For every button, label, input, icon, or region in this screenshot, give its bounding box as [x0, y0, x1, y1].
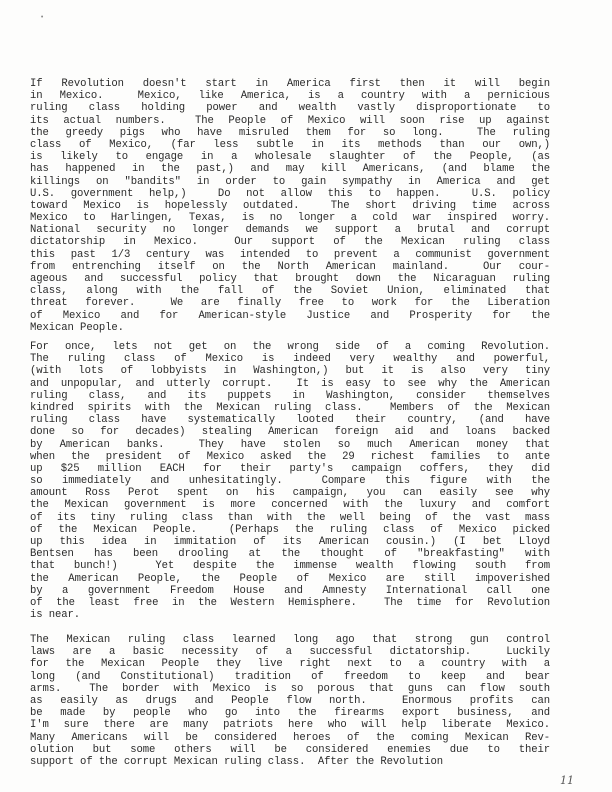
text-line: by a government Freedom House and Amnesty International call one	[30, 584, 550, 597]
text-line: toward Mexico is hopelessly outdated. The short driving time across	[30, 199, 550, 212]
handwritten-page-mark: 11	[560, 774, 574, 787]
text-line: For once, lets not get on the wrong side of a coming Revolution.	[30, 341, 550, 353]
text-line: U.S. government help,) Do not allow this to happen. U.S. policy	[30, 187, 550, 200]
text-line: up this idea in immitation of its American cousin.) (I bet Lloyd	[30, 536, 550, 548]
text-line: the Mexican government is more concerned with the luxury and comfort	[30, 499, 550, 512]
text-line: when the president of Mexico asked the 29 richest families to ante	[30, 450, 550, 463]
text-line: the American People, the People of Mexico are still impoverished	[30, 572, 550, 585]
text-line: laws are a basic necessity of a successful dictatorship. Luckily	[30, 646, 550, 659]
text-line: dictatorship in Mexico. Our support of the Mexican ruling class	[30, 236, 550, 249]
text-line: is near.	[30, 609, 81, 622]
paragraph-1	[30, 78, 550, 334]
text-line: class of Mexico, (far less subtle in its methods than our own,)	[30, 138, 550, 151]
text-line: of its tiny ruling class than with the well being of the vast mass	[30, 511, 550, 524]
text-line: ruling class, and its puppets in Washington, consider themselves	[30, 389, 550, 402]
text-line: class, along with the fall of the Soviet Union, eliminated that	[30, 285, 550, 298]
text-line: this past 1/3 century was intended to prevent a communist government	[30, 248, 550, 261]
text-line: Bentsen has been drooling at the thought of "breakfasting" with	[30, 548, 550, 561]
text-line: The ruling class of Mexico is indeed very wealthy and powerful,	[30, 353, 550, 366]
corner-mark: •	[40, 14, 45, 22]
text-line: of Mexico and for American-style Justice and Prosperity for the	[30, 309, 550, 322]
text-line: ruling class holding power and wealth vastly disproportionate to	[30, 102, 550, 115]
text-line: the greedy pigs who have misruled them for so long. The ruling	[30, 126, 550, 139]
text-line: has happened in the past,) and may kill Americans, (and blame the	[30, 163, 550, 176]
text-line: up $25 million EACH for their party's campaign coffers, they did	[30, 462, 550, 475]
paragraph-3	[30, 634, 550, 768]
text-line: Many Americans will be considered heroes of the coming Mexican Rev-	[30, 731, 550, 744]
text-line: support of the corrupt Mexican ruling class. After the Revolution	[30, 755, 443, 768]
text-line: Mexico to Harlingen, Texas, is no longer a cold war inspired worry.	[30, 212, 550, 225]
text-line: from entrenching itself on the North American mainland. Our cour-	[30, 260, 550, 273]
text-line: If Revolution doesn't start in America first then it will begin	[30, 78, 550, 90]
text-line: in Mexico. Mexico, like America, is a country with a pernicious	[30, 90, 550, 103]
paragraph-2	[30, 341, 550, 621]
text-line: that bunch!) Yet despite the immense wealth flowing south from	[30, 560, 550, 573]
text-line: its actual numbers. The People of Mexico will soon rise up against	[30, 114, 550, 127]
text-line: is likely to engage in a wholesale slaughter of the People, (as	[30, 151, 550, 164]
text-line: amount Ross Perot spent on his campaign, you can easily see why	[30, 487, 550, 500]
text-line: of the least free in the Western Hemisphere. The time for Revolution	[30, 596, 550, 609]
text-line: The Mexican ruling class learned long ago that strong gun control	[30, 634, 550, 646]
text-line: killings on "bandits" in order to gain sympathy in America and get	[30, 175, 550, 188]
text-line: kindred spirits with the Mexican ruling class. Members of the Mexican	[30, 401, 550, 414]
text-line: ageous and successful policy that brought down the Nicaraguan ruling	[30, 273, 550, 285]
text-line: and unpopular, and utterly corrupt. It is easy to see why the American	[30, 377, 550, 390]
text-line: for the Mexican People they live right next to a country with a	[30, 658, 550, 671]
text-line: of the Mexican People. (Perhaps the ruling class of Mexico picked	[30, 523, 550, 536]
text-line: National security no longer demands we support a brutal and corrupt	[30, 224, 550, 237]
text-line: by American banks. They have stolen so much American money that	[30, 438, 550, 451]
text-line: arms. The border with Mexico is so porous that guns can flow south	[30, 682, 550, 695]
text-line: so immediately and unhesitatingly. Compare this figure with the	[30, 475, 550, 488]
text-line: olution but some others will be considered enemies due to their	[30, 743, 550, 756]
text-line: as easily as drugs and People flow north. Enormous profits can	[30, 694, 550, 707]
text-line: (with lots of lobbyists in Washington,) but it is also very tiny	[30, 365, 550, 378]
text-line: threat forever. We are finally free to work for the Liberation	[30, 297, 550, 310]
text-line: long (and Constitutional) tradition of freedom to keep and bear	[30, 670, 550, 683]
text-line: ruling class have systematically looted their country, (and have	[30, 414, 550, 427]
text-line: be made by people who go into the firearms export business, and	[30, 707, 550, 720]
text-line: Mexican People.	[30, 321, 124, 334]
text-line: I'm sure there are many patriots here who will help liberate Mexico.	[30, 719, 550, 732]
text-line: done so for decades) stealing American foreign aid and loans backed	[30, 426, 550, 439]
